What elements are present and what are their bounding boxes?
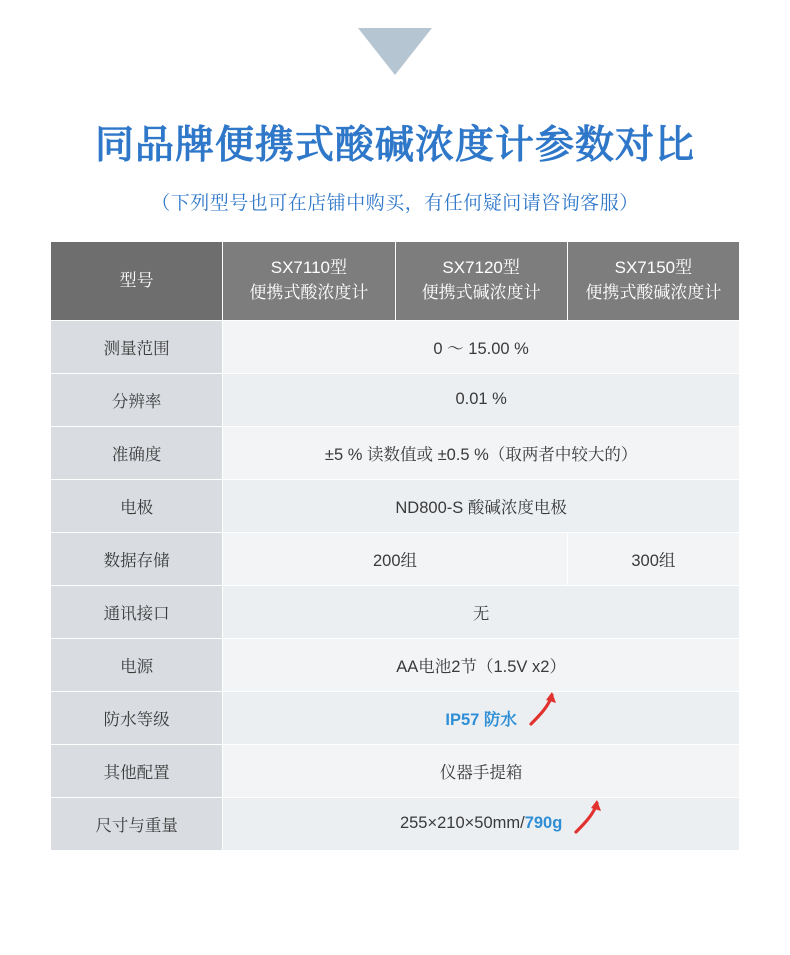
header-arrow-container xyxy=(0,0,790,75)
header-model-1-desc: 便携式酸浓度计 xyxy=(249,282,369,302)
table-row xyxy=(51,320,740,373)
waterproof-value: IP57 防水 xyxy=(445,710,517,729)
row-value-data-storage-200: 200组 xyxy=(223,532,568,585)
row-value-accuracy: ±5 % 读数值或 ±0.5 %（取两者中较大的） xyxy=(223,426,740,479)
row-label-accuracy: 准确度 xyxy=(51,426,223,479)
table-row xyxy=(51,479,740,532)
row-value-measuring-range: 0 ～ 15.00 % xyxy=(223,320,740,373)
header-model-3-name: SX7150型 xyxy=(614,258,693,278)
spec-table-wrapper xyxy=(50,241,740,851)
page-subtitle: （下列型号也可在店铺中购买，有任何疑问请咨询客服） xyxy=(151,192,639,214)
header-model-1 xyxy=(223,241,395,320)
bottom-spacer xyxy=(0,851,790,911)
header-model-3-desc: 便携式酸碱浓度计 xyxy=(585,282,722,302)
size-weight-value-wrap xyxy=(400,814,562,833)
row-label-waterproof: 防水等级 xyxy=(51,691,223,744)
table-row xyxy=(51,532,740,585)
header-model-3 xyxy=(567,241,739,320)
size-weight-dimensions: 255×210×50mm/ xyxy=(399,814,525,833)
waterproof-value-wrap xyxy=(445,706,517,730)
table-row xyxy=(51,638,740,691)
header-model-2-name: SX7120型 xyxy=(442,258,520,278)
table-row xyxy=(51,585,740,638)
curved-arrow-icon xyxy=(572,798,606,834)
row-label-communication: 通讯接口 xyxy=(51,585,223,638)
row-label-data-storage: 数据存储 xyxy=(51,532,223,585)
row-value-power: AA电池2节（1.5V x2） xyxy=(223,638,740,691)
row-label-resolution: 分辨率 xyxy=(51,373,223,426)
table-row xyxy=(51,373,740,426)
header-label-cell: 型号 xyxy=(51,241,223,320)
curved-arrow-icon xyxy=(527,690,561,726)
row-value-electrode: ND800-S 酸碱浓度电极 xyxy=(223,479,740,532)
row-label-power: 电源 xyxy=(51,638,223,691)
table-row xyxy=(51,691,740,744)
row-value-waterproof xyxy=(223,691,740,744)
table-row xyxy=(51,744,740,797)
row-label-electrode: 电极 xyxy=(51,479,223,532)
row-label-measuring-range: 测量范围 xyxy=(51,320,223,373)
table-header-row xyxy=(51,241,740,320)
row-label-other-config: 其他配置 xyxy=(51,744,223,797)
size-weight-weight: 790g xyxy=(524,814,563,833)
row-label-size-weight: 尺寸与重量 xyxy=(51,797,223,850)
page-title: 同品牌便携式酸碱浓度计参数对比 xyxy=(94,124,695,167)
header-model-1-name: SX7110型 xyxy=(270,258,347,278)
row-value-size-weight xyxy=(223,797,740,850)
table-row xyxy=(51,426,740,479)
table-row xyxy=(51,797,740,850)
down-triangle-icon xyxy=(358,28,432,75)
spec-comparison-table xyxy=(50,241,740,851)
row-value-other-config: 仪器手提箱 xyxy=(223,744,740,797)
row-value-resolution: 0.01 % xyxy=(223,373,740,426)
row-value-data-storage-300: 300组 xyxy=(567,532,739,585)
row-value-communication: 无 xyxy=(223,585,740,638)
header-model-2-desc: 便携式碱浓度计 xyxy=(421,282,541,302)
header-model-2 xyxy=(395,241,567,320)
